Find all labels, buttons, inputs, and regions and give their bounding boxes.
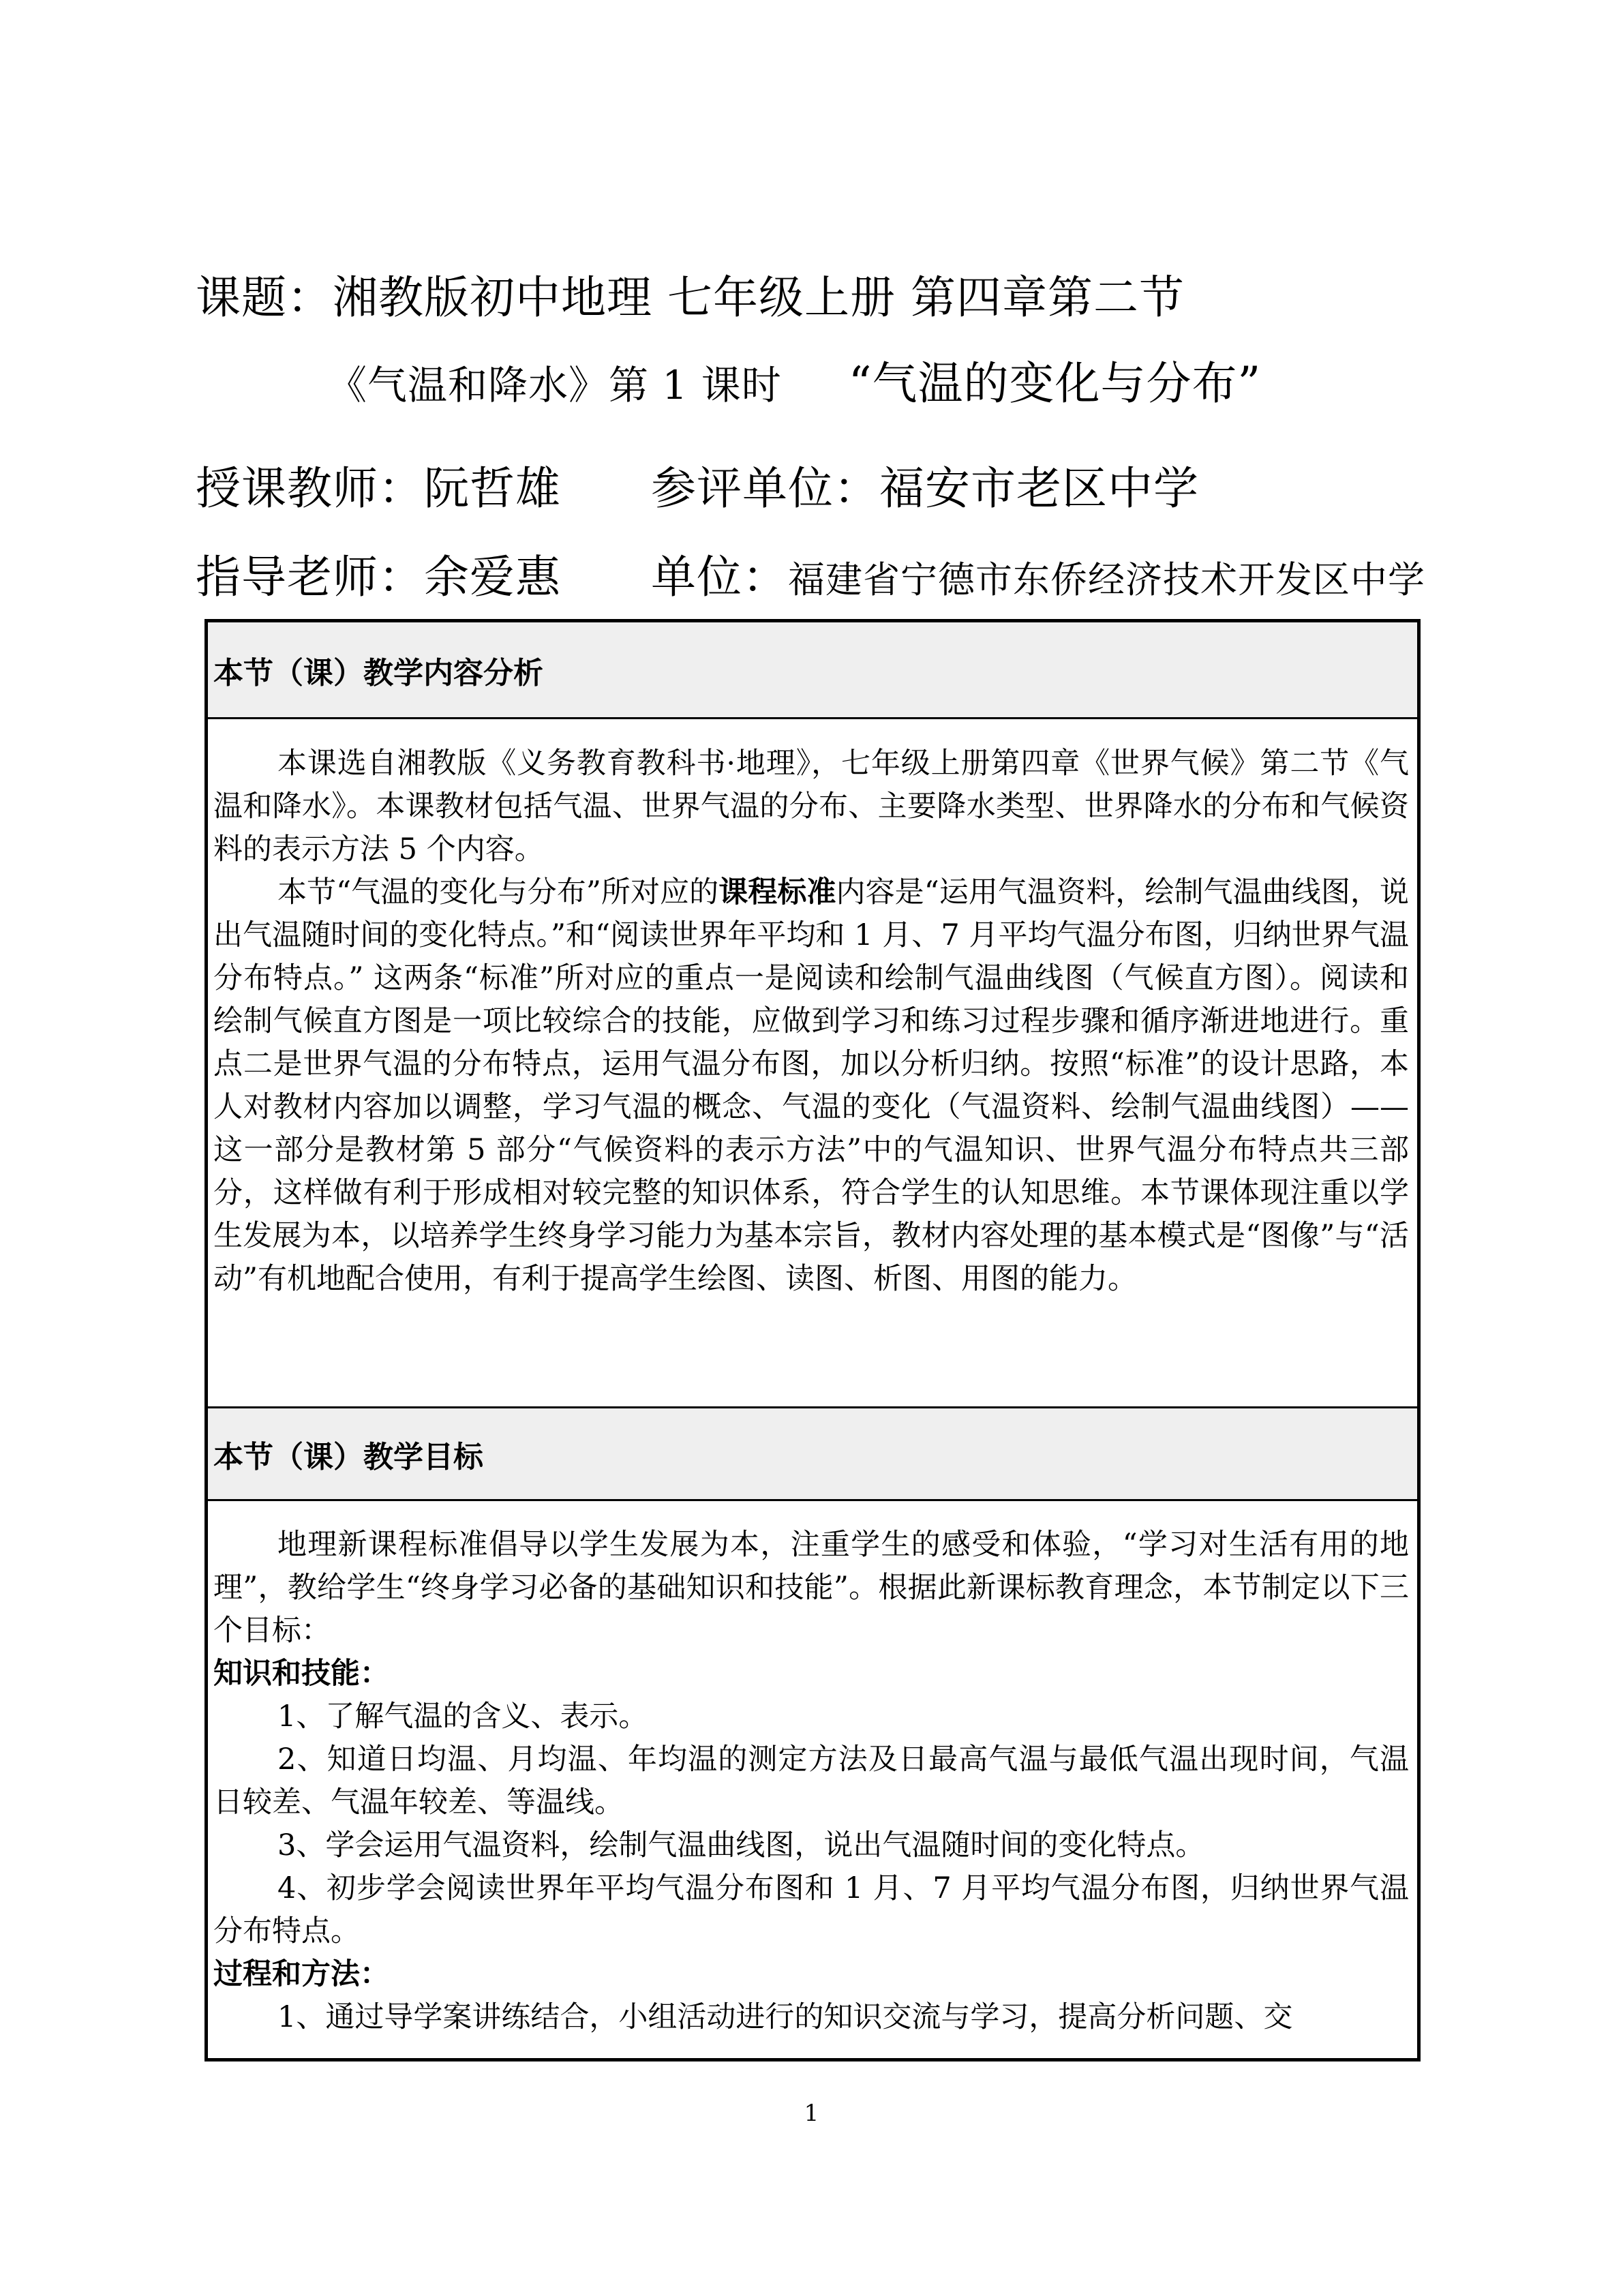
knowledge-item: 4、初步学会阅读世界年平均气温分布图和 1 月、7 月平均气温分布图，归纳世界气温分布特点。 xyxy=(213,1871,1409,1948)
curriculum-standard-term: 课程标准 xyxy=(718,875,836,909)
lesson-title xyxy=(196,267,1185,329)
process-item: 1、通过导学案讲练结合，小组活动进行的知识交流与学习，提高分析问题、交 xyxy=(277,2000,1293,2034)
objectives-intro: 地理新课程标准倡导以学生发展为本，注重学生的感受和体验，“学习对生活有用的地理”，教给学生“终身学习必备的基础知识和技能”。根据此新课标教育理念，本节制定以下三个目标： xyxy=(213,1528,1409,1648)
lesson-title-text: 课题：湘教版初中地理 七年级上册 第四章第二节 xyxy=(196,271,1185,324)
advisor-unit: 福建省宁德市东侨经济技术开发区中学 xyxy=(788,558,1425,601)
knowledge-heading: 知识和技能： xyxy=(213,1657,389,1691)
section-heading-content-analysis xyxy=(208,622,1417,719)
knowledge-item: 3、学会运用气温资料，绘制气温曲线图，说出气温随时间的变化特点。 xyxy=(277,1828,1205,1862)
knowledge-item: 1、了解气温的含义、表示。 xyxy=(277,1700,648,1734)
content-analysis-para2 xyxy=(213,871,1409,1301)
lesson-subtitle xyxy=(327,353,1261,416)
section-heading-objectives xyxy=(208,1408,1417,1501)
content-analysis-para1: 本课选自湘教版《义务教育教科书·地理》，七年级上册第四章《世界气候》第二节《气温和降水》。本课教材包括气温、世界气温的分布、主要降水类型、世界降水的分布和气候资料的表示方法 5 个内容。 xyxy=(213,746,1409,866)
para2-post: 内容是“运用气温资料，绘制气温曲线图，说出气温随时间的变化特点。”和“阅读世界年平均和 1 月、7 月平均气温分布图，归纳世界气温分布特点。” 这两条“标准”所对应的重点一是阅读和绘制气温曲线图（气候直方图）。阅读和绘制气候直方图是一项比较综合的技能，应做到学习和练习过程步骤和循序渐进地进行。重点二是世界气温的分布特点，运用气温分布图，加以分析归纳。按照“标准”的设计思路，本人对教材内容加以调整，学习气温的概念、气温的变化（气温资料、绘制气温曲线图）——这一部分是教材第 5 部分“气候资料的表示方法”中的气温知识、世界气温分布特点共三部分，这样做有利于形成相对较完整的知识体系，符合学生的认知思维。本节课体现注重以学生发展为本，以培养学生终身学习能力为基本宗旨，教材内容处理的基本模式是“图像”与“活动”有机地配合使用，有利于提高学生绘图、读图、析图、用图的能力。 xyxy=(213,875,1409,1296)
advisor-unit-label: 单位： xyxy=(651,551,788,603)
content-analysis-body xyxy=(208,742,1417,1301)
knowledge-item: 2、知道日均温、月均温、年均温的测定方法及日最高气温与最低气温出现时间，气温日较差、气温年较差、等温线。 xyxy=(213,1742,1409,1819)
advisor-label: 指导老师：余爱惠 xyxy=(196,551,561,603)
advisor-line xyxy=(196,547,1425,611)
lesson-subtitle-part2: “气温的变化与分布” xyxy=(848,357,1262,410)
lesson-table xyxy=(204,619,1421,2061)
teacher-label: 授课教师：阮哲雄 xyxy=(196,462,561,515)
unit-label: 参评单位：福安市老区中学 xyxy=(651,462,1199,515)
teacher-line xyxy=(196,458,1199,519)
para2-pre: 本节“气温的变化与分布”所对应的 xyxy=(277,875,719,909)
objectives-heading: 本节（课）教学目标 xyxy=(213,1439,483,1475)
content-analysis-heading: 本节（课）教学内容分析 xyxy=(213,655,543,691)
lesson-subtitle-part1: 《气温和降水》第 1 课时 xyxy=(327,362,782,408)
process-heading: 过程和方法： xyxy=(213,1957,389,1991)
objectives-body xyxy=(208,1524,1417,2039)
page-number: 1 xyxy=(804,2100,819,2127)
